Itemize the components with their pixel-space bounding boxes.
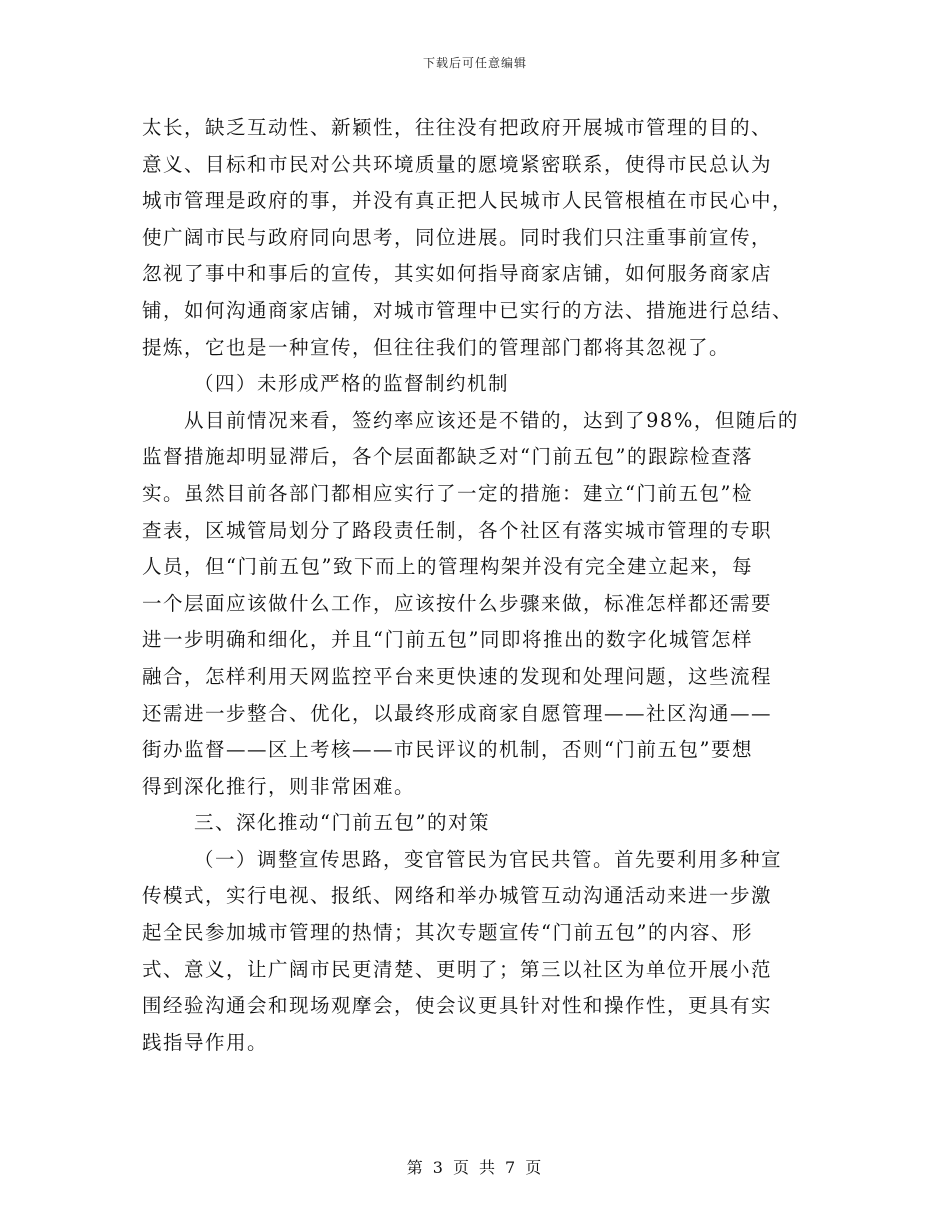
text-line: 融合，怎样利用天网监控平台来更快速的发现和处理问题，这些流程 [142,664,773,688]
text-line: 围经验沟通会和现场观摩会，使会议更具针对性和操作性，更具有实 [142,994,773,1018]
text-line: 提炼，它也是一种宣传，但往往我们的管理部门都将其忽视了。 [142,335,731,359]
text-line: 查表，区城管局划分了路段责任制，各个社区有落实城市管理的专职 [142,518,773,542]
text-line: （一）调整宣传思路，变官管民为官民共管。首先要利用多种宣 [194,847,783,871]
text-line: 意义、目标和市民对公共环境质量的愿境紧密联系，使得市民总认为 [142,152,773,176]
text-line: 得到深化推行，则非常困难。 [142,774,416,798]
page-footer [0,1155,950,1178]
footer-total-pages: 7 [505,1158,518,1177]
text-line: 从目前情况来看，签约率应该还是不错的，达到了98%，但随后的 [184,408,799,432]
body-text [142,110,822,1061]
text-line: 监督措施却明显滞后，各个层面都缺乏对“门前五包”的跟踪检查落 [142,445,753,469]
text-line: 太长，缺乏互动性、新颖性，往往没有把政府开展城市管理的目的、 [142,116,773,139]
text-line: 式、意义，让广阔市民更清楚、更明了；第三以社区为单位开展小范 [142,957,773,981]
text-line: 铺，如何沟通商家店铺，对城市管理中已实行的方法、措施进行总结、 [142,298,794,322]
text-line: 人员，但“门前五包”致下而上的管理构架并没有完全建立起来，每 [142,555,753,579]
text-line: 还需进一步整合、优化，以最终形成商家自愿管理——社区沟通—— [142,701,773,725]
text-line: 进一步明确和细化，并且“门前五包”同即将推出的数字化城管怎样 [142,628,753,652]
footer-suffix: 页 [525,1158,544,1177]
section-heading: （四）未形成严格的监督制约机制 [194,372,510,396]
text-line: 忽视了事中和事后的宣传，其实如何指导商家店铺，如何服务商家店 [142,262,773,286]
footer-total-word: 共 [479,1158,498,1177]
footer-prefix: 第 [406,1158,425,1177]
text-line: 使广阔市民与政府同向思考，同位进展。同时我们只注重事前宣传， [142,225,773,249]
section-heading: 三、深化推动“门前五包”的对策 [194,811,490,835]
footer-page-number: 3 [432,1158,445,1177]
page-header: 下载后可任意编辑 [422,56,527,70]
text-line: 一个层面应该做什么工作，应该按什么步骤来做，标准怎样都还需要 [142,591,773,615]
text-line: 街办监督——区上考核——市民评议的机制，否则“门前五包”要想 [142,738,753,762]
footer-page-word: 页 [452,1158,471,1177]
text-line: 践指导作用。 [142,1030,269,1054]
text-line: 起全民参加城市管理的热情；其次专题宣传“门前五包”的内容、形 [142,921,753,945]
text-line: 城市管理是政府的事，并没有真正把人民城市人民管根植在市民心中， [142,189,794,213]
text-line: 实。虽然目前各部门都相应实行了一定的措施：建立“门前五包”检 [142,481,753,505]
text-line: 传模式，实行电视、报纸、网络和举办城管互动沟通活动来进一步激 [142,884,773,908]
